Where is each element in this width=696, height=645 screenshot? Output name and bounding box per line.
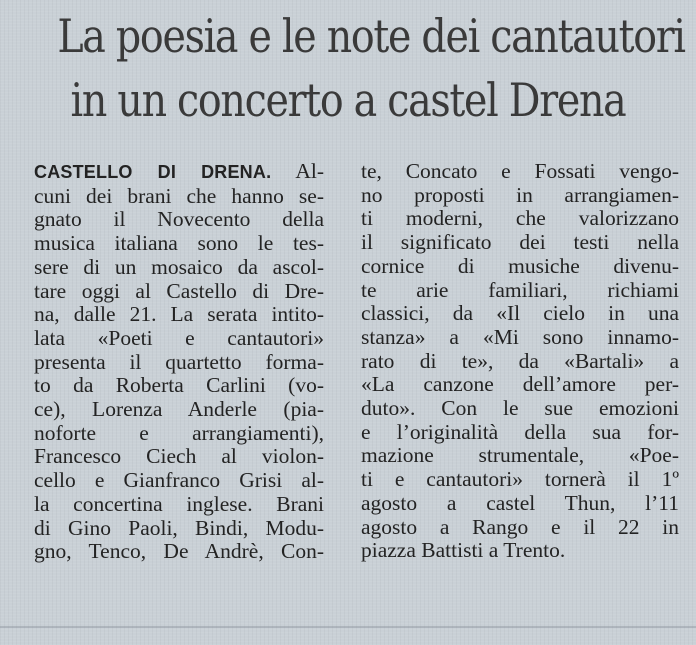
body-line: duto». Con le sue emozioni <box>361 396 679 421</box>
body-line: tare oggi al Castello di Dre- <box>34 278 324 303</box>
headline <box>10 4 686 132</box>
right-column <box>361 160 679 563</box>
body-line: e l’originalità della sua for- <box>361 419 679 444</box>
body-line: gnato il Novecento della <box>34 207 324 232</box>
body-line: mazione strumentale, «Poe- <box>361 443 679 468</box>
headline-line-2: in un concerto a castel Drena <box>70 73 626 127</box>
body-line: di Gino Paoli, Bindi, Modu- <box>34 515 324 540</box>
body-line: cornice di musiche divenu- <box>361 253 679 278</box>
body-line: no proposti in arrangiamen- <box>361 182 679 207</box>
body-line: rato di te», da «Bartali» a <box>361 348 679 373</box>
body-line: to da Roberta Carlini (vo- <box>34 373 324 398</box>
body-line: gno, Tenco, De Andrè, Con- <box>34 539 324 564</box>
bottom-rule <box>0 626 696 628</box>
body-line: noforte e arrangiamenti), <box>34 420 324 445</box>
body-line: piazza Battisti a Trento. <box>361 538 566 563</box>
body-line: na, dalle 21. La serata intito- <box>34 302 324 327</box>
body-line: cello e Gianfranco Grisi al- <box>34 468 324 493</box>
body-line: la concertina inglese. Brani <box>34 491 324 516</box>
body-line: te arie familiari, richiami <box>361 277 679 302</box>
body-line: «La canzone dell’amore per- <box>361 372 679 397</box>
body-line: Francesco Ciech al violon- <box>34 444 324 469</box>
body-line: classici, da «Il cielo in una <box>361 301 679 326</box>
body-line: lata «Poeti e cantautori» <box>34 325 324 350</box>
body-line: stanza» a «Mi sono innamo- <box>361 324 679 349</box>
headline-line-1: La poesia e le note dei cantautori <box>57 9 685 63</box>
body-line: ti e cantautori» tornerà il 1º <box>361 467 679 492</box>
dateline: CASTELLO DI DRENA. <box>34 162 272 182</box>
body-line: cuni dei brani che hanno se- <box>34 183 324 208</box>
body-line <box>34 160 324 185</box>
body-line: sere di un mosaico da ascol- <box>34 254 324 279</box>
left-column <box>34 160 324 564</box>
body-line: agosto a Rango e il 22 in <box>361 514 679 539</box>
body-line: te, Concato e Fossati vengo- <box>361 159 679 183</box>
body-line: il significato dei testi nella <box>361 230 679 255</box>
body-line-text: Al- <box>295 159 324 183</box>
body-line: musica italiana sono le tes- <box>34 231 324 256</box>
body-line: ti moderni, che valorizzano <box>361 206 679 231</box>
body-line: presenta il quartetto forma- <box>34 349 324 374</box>
body-line: agosto a castel Thun, l’11 <box>361 490 679 515</box>
body-line: ce), Lorenza Anderle (pia- <box>34 397 324 422</box>
